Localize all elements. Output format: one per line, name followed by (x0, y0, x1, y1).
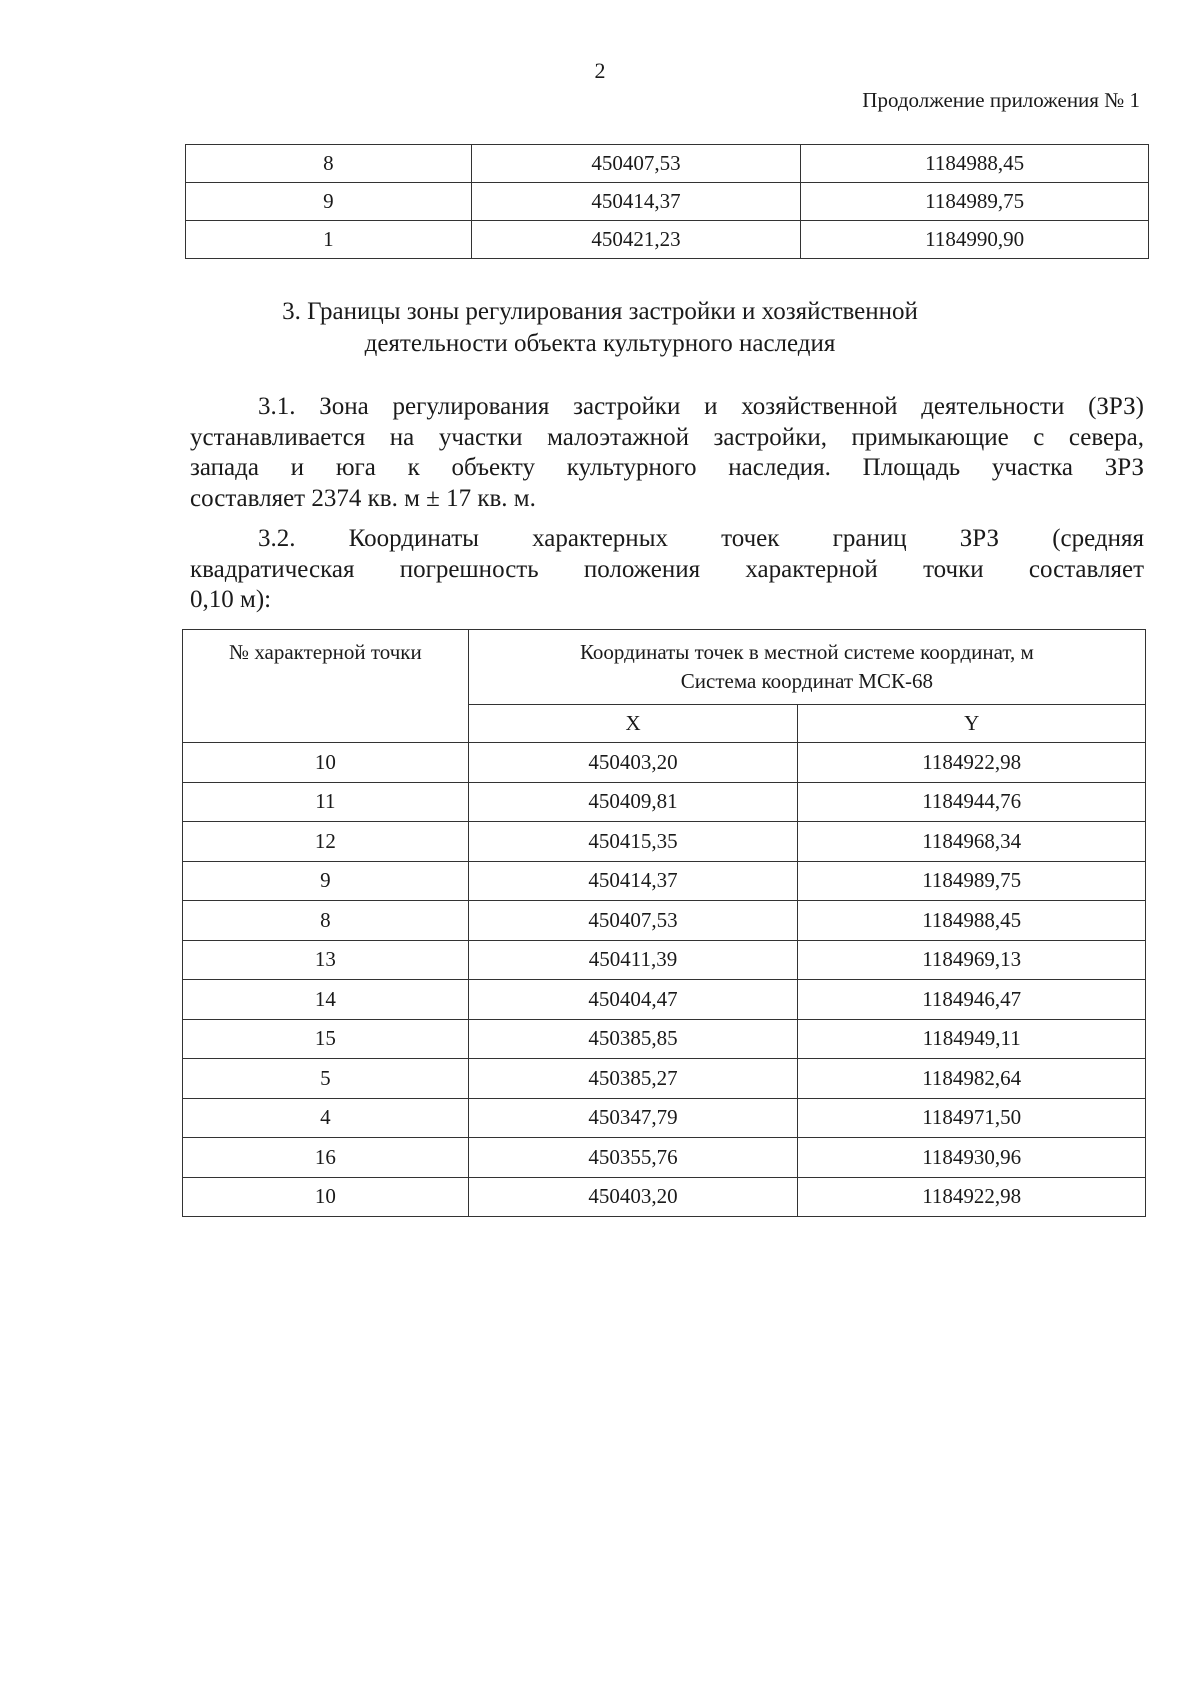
paragraph-3-2 (190, 524, 1144, 616)
point-cell: 10 (183, 743, 469, 783)
y-cell: 1184946,47 (798, 980, 1146, 1020)
header-x: X (468, 705, 798, 743)
x-cell: 450403,20 (468, 1177, 798, 1217)
table-row (183, 980, 1146, 1020)
table-row (183, 1177, 1146, 1217)
table-row (186, 221, 1149, 259)
x-cell: 450407,53 (468, 901, 798, 941)
paragraph-text: 3.1. Зона регулирования застройки и хозяйственной деятельности (ЗРЗ) (258, 393, 1144, 420)
table-row (183, 1138, 1146, 1178)
table-row (183, 940, 1146, 980)
paragraph-line: составляет 2374 кв. м ± 17 кв. м. (190, 484, 536, 512)
point-cell: 9 (186, 183, 472, 221)
paragraph-line (190, 392, 1144, 423)
table-row (186, 145, 1149, 183)
point-cell: 11 (183, 782, 469, 822)
x-cell: 450355,76 (468, 1138, 798, 1178)
x-cell: 450347,79 (468, 1098, 798, 1138)
paragraph-line: устанавливается на участки малоэтажной застройки, примыкающие с севера, (190, 423, 1144, 451)
table-row (183, 782, 1146, 822)
x-cell: 450385,27 (468, 1059, 798, 1099)
continuation-label: Продолжение приложения № 1 (862, 88, 1140, 112)
point-cell: 9 (183, 861, 469, 901)
x-cell: 450414,37 (471, 183, 801, 221)
paragraph-line: запада и юга к объекту культурного наследия. Площадь участка ЗРЗ (190, 454, 1144, 481)
table-row (183, 901, 1146, 941)
point-cell: 8 (186, 145, 472, 183)
table-header-row (183, 630, 1146, 705)
y-cell: 1184949,11 (798, 1019, 1146, 1059)
x-cell: 450385,85 (468, 1019, 798, 1059)
header-coordinates (468, 630, 1145, 705)
point-cell: 4 (183, 1098, 469, 1138)
paragraph-line: квадратическая погрешность положения характерной точки составляет (190, 555, 1144, 583)
y-cell: 1184990,90 (801, 221, 1149, 259)
header-coordinates-line: Система координат МСК-68 (680, 669, 933, 693)
table-row (183, 861, 1146, 901)
x-cell: 450411,39 (468, 940, 798, 980)
x-cell: 450421,23 (471, 221, 801, 259)
point-cell: 5 (183, 1059, 469, 1099)
point-cell: 1 (186, 221, 472, 259)
y-cell: 1184930,96 (798, 1138, 1146, 1178)
paragraph-line (190, 524, 1144, 555)
section-heading-line: 3. Границы зоны регулирования застройки и хозяйственной (282, 298, 918, 325)
coordinates-table-continued (185, 144, 1149, 259)
paragraph-3-1 (190, 392, 1144, 514)
y-cell: 1184988,45 (801, 145, 1149, 183)
header-coordinates-line: Координаты точек в местной системе координат, м (579, 640, 1034, 664)
point-cell: 15 (183, 1019, 469, 1059)
x-cell: 450409,81 (468, 782, 798, 822)
page-number: 2 (594, 58, 606, 83)
section-heading (0, 296, 1200, 360)
table-row (183, 1019, 1146, 1059)
y-cell: 1184989,75 (801, 183, 1149, 221)
x-cell: 450407,53 (471, 145, 801, 183)
table-row (183, 1098, 1146, 1138)
section-heading-line: деятельности объекта культурного наследия (364, 330, 836, 357)
y-cell: 1184922,98 (798, 743, 1146, 783)
paragraph-text: 3.2. Координаты характерных точек границ ЗРЗ (средняя (258, 525, 1144, 552)
header-point-number: № характерной точки (183, 630, 469, 743)
zrz-coordinates-table (182, 629, 1146, 1217)
x-cell: 450414,37 (468, 861, 798, 901)
point-cell: 12 (183, 822, 469, 862)
point-cell: 10 (183, 1177, 469, 1217)
point-cell: 13 (183, 940, 469, 980)
table-row (183, 743, 1146, 783)
table-row (186, 183, 1149, 221)
x-cell: 450404,47 (468, 980, 798, 1020)
table-row (183, 822, 1146, 862)
point-cell: 16 (183, 1138, 469, 1178)
y-cell: 1184989,75 (798, 861, 1146, 901)
y-cell: 1184968,34 (798, 822, 1146, 862)
x-cell: 450403,20 (468, 743, 798, 783)
y-cell: 1184988,45 (798, 901, 1146, 941)
header-y: Y (798, 705, 1146, 743)
y-cell: 1184971,50 (798, 1098, 1146, 1138)
point-cell: 14 (183, 980, 469, 1020)
x-cell: 450415,35 (468, 822, 798, 862)
point-cell: 8 (183, 901, 469, 941)
y-cell: 1184982,64 (798, 1059, 1146, 1099)
paragraph-line: 0,10 м): (190, 586, 272, 613)
table-row (183, 1059, 1146, 1099)
y-cell: 1184944,76 (798, 782, 1146, 822)
y-cell: 1184922,98 (798, 1177, 1146, 1217)
y-cell: 1184969,13 (798, 940, 1146, 980)
